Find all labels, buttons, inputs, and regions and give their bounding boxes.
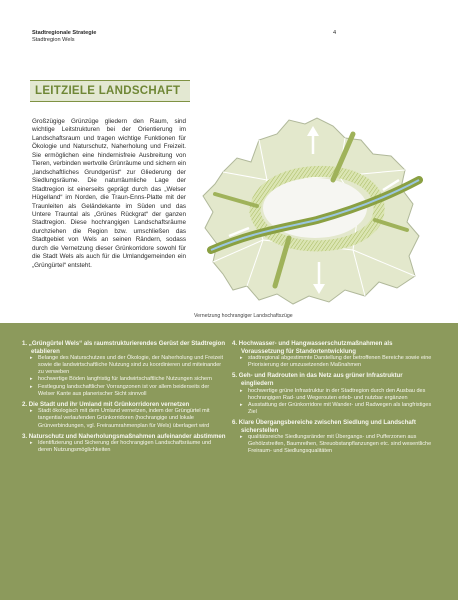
goal-bullet: ▸ Festlegung landschaftlicher Vorrangzonen ist vor allem beiderseits der Welser Kante aus planerischer Sicht sinnvoll [22,384,226,398]
goal-bullet: ▸ Stadt ökologisch mit dem Umland vernetzen, indem der Grüngürtel mit tangential verlaufenden Grünkorridoren (hochrangige und lokale Grünverbindungen, vgl. Freiraumrahmenplan für Wels) überlagert wird [22,408,226,429]
goal-bullet: ▸ Belange des Naturschutzes und der Ökologie, der Naherholung und Freizeit sowie die landwirtschaftliche Nutzung sind zu koordinieren und miteinander zu verweben [22,355,226,376]
page-header [32,30,96,44]
goal-title: 5. Geh- und Radrouten in das Netz aus grüner Infrastruktur eingliedern [232,372,403,387]
header-title: Stadtregionale Strategie [32,30,97,36]
goal-bullet: ▸ Identifizierung und Sicherung der hochrangigen Landschaftsräume und deren Nutzungsmöglichkeiten [22,440,226,454]
goal-bullet: ▸ stadtregional abgestimmte Darstellung der betroffenen Bereiche sowie eine Priorisierung der umzusetzenden Maßnahmen [232,355,436,369]
goal-title: 6. Klare Übergangsbereiche zwischen Siedlung und Landschaft sicherstellen [232,418,416,434]
goal-bullet: ▸ hochwertige grüne Infrastruktur in der Stadtregion durch den Ausbau des hochrangigen Rad- und Wegerouten erleb- und nutzbar ergänzen [232,388,436,402]
section-title-band [30,80,190,102]
goal-title: 2. Die Stadt und ihr Umland mit Grünkorridoren vernetzen [22,400,190,408]
landscape-map-graphic [193,110,431,312]
landscape-map [193,110,431,312]
goal-title: 1. „Grüngürtel Wels“ als raumstrukturierendes Gerüst der Stadtregion etablieren [22,340,226,355]
goal-section [232,340,436,369]
goal-section [22,340,226,398]
goal-section [22,433,226,455]
goal-section [232,372,436,416]
intro-paragraph: Großzügige Grünzüge gliedern den Raum, sind wichtige Leitstrukturen bei der Orientierung im Landschaftsraum und tragen wichtige Funktionen für Ökologie und Naturschutz, Naherholung und Freizeit. Sie ermöglichen eine hindernisfreie Ausbreitung von Tieren, verbinden wertvolle Grünräume und sichern ein „landschaftliches Grundgerüst“ zur Gliederung der Siedlungsräume. Die naturräumliche Lage der Stadtregion ist einerseits geprägt durch das „Welser Hügelland“ im Norden, die Traun-Enns-Platte mit der Traunleiten als Geländekante im Süden und das Untere Trauntal als „Grünes Rückgrat“ der ganzen Stadtregion. Diese hochrangigen Landschaftsräume durchziehen die Region bzw. umschließen das Stadtgebiet von Wels an seinen Rändern, sodass durch die Vernetzung dieser Grünkorridore sowohl für die Stadt Wels als auch für die Umlandgemeinden ein „Grüngürtel“ entsteht. [32,118,186,269]
goal-bullet: ▸ Ausstattung der Grünkorridore mit Wander- und Radwegen als langfristiges Ziel [232,402,436,416]
goal-section [22,401,226,430]
map-caption: Vernetzung hochrangiger Landschaftszüge [194,313,293,319]
section-title: LEITZIELE LANDSCHAFT [35,85,181,97]
goal-section [232,419,436,455]
goal-bullet: ▸ hochwertige Böden langfristig für landwirtschaftliche Nutzungen sichern [22,376,226,383]
goals-column-left [22,340,226,457]
goals-column-right [232,340,436,458]
goal-title: 3. Naturschutz und Naherholungsmaßnahmen aufeinander abstimmen [22,432,226,440]
goal-bullet: ▸ qualitätsreiche Siedlungsränder mit Übergangs- und Pufferzonen aus Gehölzstreifen, Baumreihen, Streuobstanpflanzungen etc. sind wesentliche Freiraum- und Siedlungsqualitäten [232,434,436,455]
page-number: 4 [333,30,337,36]
goal-title: 4. Hochwasser- und Hangwasserschutzmaßnahmen als Voraussetzung für Standortentwicklung [232,340,393,355]
header-subtitle: Stadtregion Wels [32,37,75,43]
